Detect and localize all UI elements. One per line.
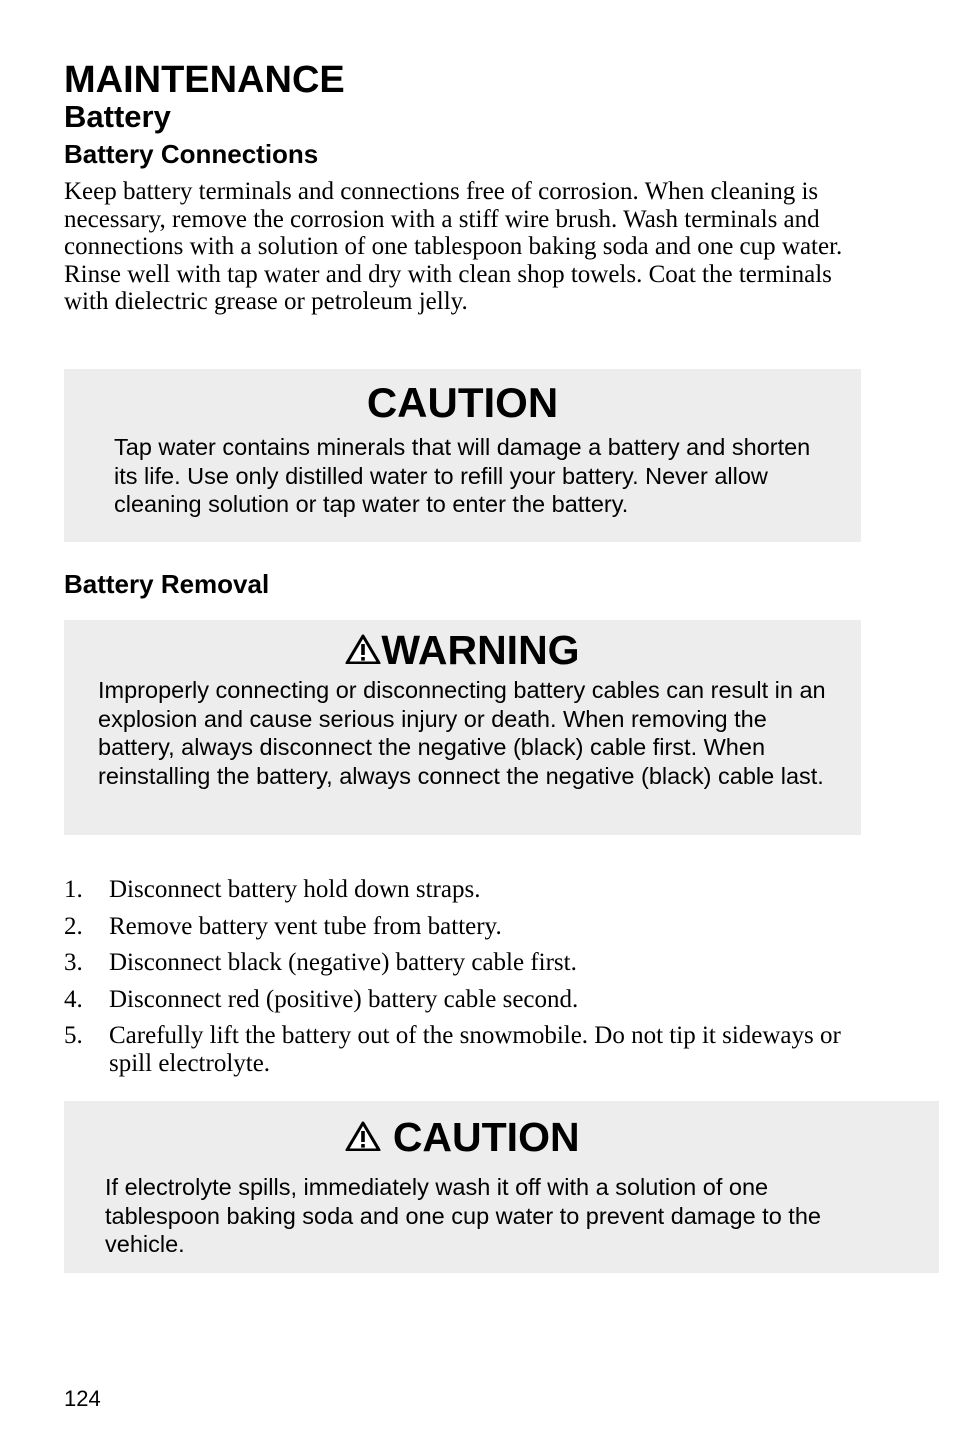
caution-box-2 <box>64 1101 939 1273</box>
battery-connections-heading: Battery Connections <box>64 139 319 169</box>
battery-removal-heading: Battery Removal <box>64 569 270 599</box>
caution-text-2: If electrolyte spills, immediately wash it off with a solution of one tablespoon baking soda and one cup water to prevent damage to the vehicle. <box>105 1174 821 1258</box>
battery-connections-paragraph: Keep battery terminals and connections free of corrosion. When cleaning is necessary, remove the corrosion with a stiff wire brush. Wash terminals and connections with a solution of one tablespoon baking soda and one cup water. Rinse well with tap water and dry with clean shop towels. Coat the terminals with dielectric grease or petroleum jelly. <box>64 178 843 316</box>
warning-text: Improperly connecting or disconnecting battery cables can result in an explosion and cause serious injury or death. When removing the battery, always disconnect the negative (black) cable first. When reinstalling the battery, always connect the negative (black) cable last. <box>98 677 826 789</box>
page-number: 124 <box>64 1386 101 1411</box>
warning-triangle-icon <box>345 1121 381 1151</box>
warning-box <box>64 620 861 835</box>
list-item <box>64 876 844 904</box>
caution-text-1: Tap water contains minerals that will damage a battery and shorten its life. Use only distilled water to refill your battery. Never allow cleaning solution or tap water to enter the battery. <box>114 434 811 518</box>
caution-title-1: CAUTION <box>366 379 559 426</box>
step-text: Disconnect red (positive) battery cable second. <box>109 985 579 1013</box>
subsection-title: Battery <box>64 99 171 134</box>
warning-title-line <box>64 626 861 674</box>
step-text: Disconnect battery hold down straps. <box>109 876 481 903</box>
caution-box-1 <box>64 369 861 542</box>
warning-triangle-icon <box>345 634 381 664</box>
warning-title: WARNING <box>381 627 580 673</box>
caution-title-line-2 <box>64 1113 861 1161</box>
step-number: 2. <box>64 912 83 940</box>
section-title: MAINTENANCE <box>64 59 345 101</box>
step-text: Carefully lift the battery out of the snowmobile. Do not tip it sideways or spill electrolyte. <box>109 1022 841 1077</box>
removal-steps-list <box>64 876 844 1086</box>
step-number: 1. <box>64 876 83 903</box>
step-text: Remove battery vent tube from battery. <box>109 912 502 940</box>
list-item <box>64 949 844 977</box>
step-number: 5. <box>64 1022 83 1049</box>
list-item <box>64 913 844 941</box>
step-number: 4. <box>64 985 83 1013</box>
step-text: Disconnect black (negative) battery cable first. <box>109 949 577 976</box>
step-number: 3. <box>64 949 83 976</box>
caution-title-2: CAUTION <box>392 1114 580 1160</box>
list-item <box>64 986 844 1014</box>
list-item <box>64 1022 844 1077</box>
